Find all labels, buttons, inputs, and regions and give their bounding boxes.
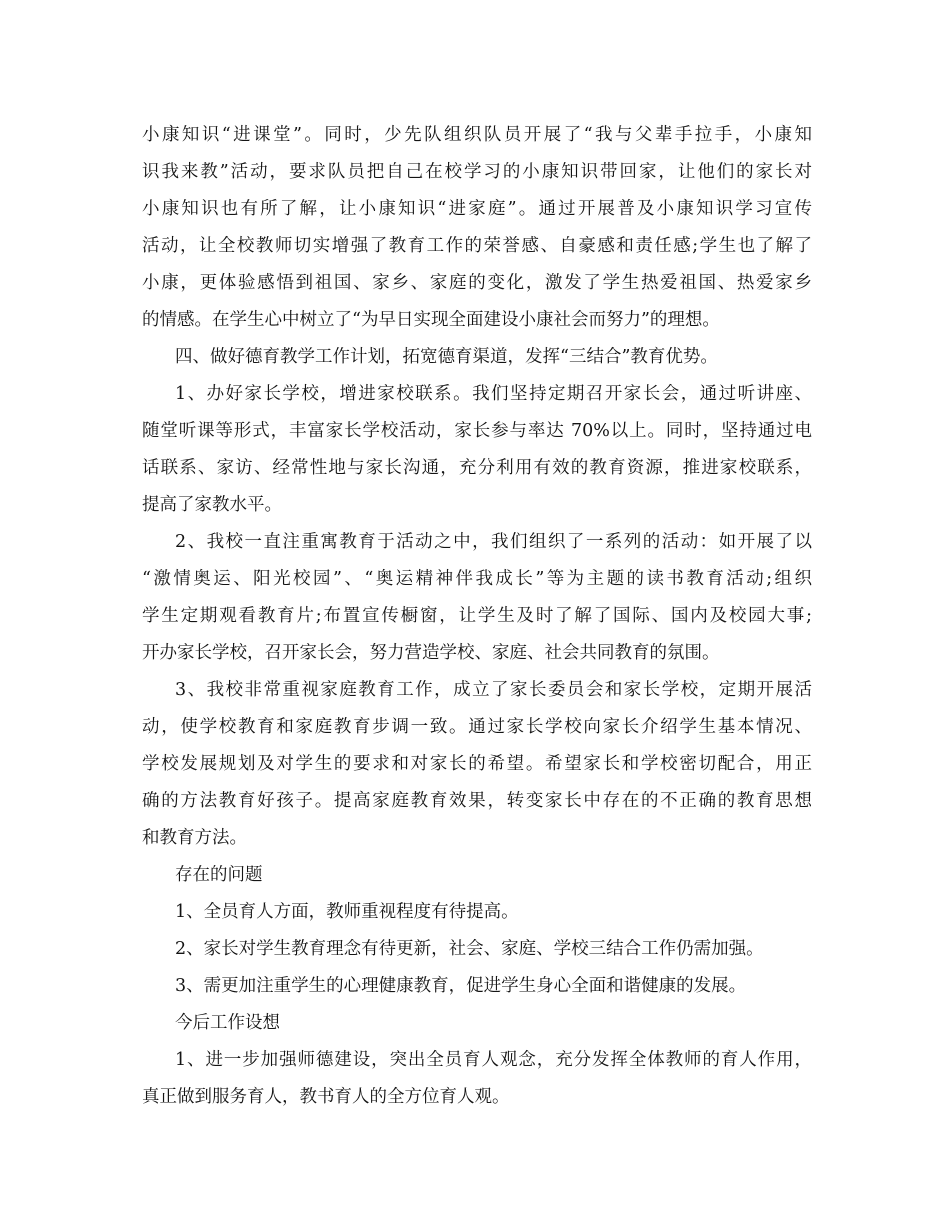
text-line: 学校发展规划及对学生的要求和对家长的希望。希望家长和学校密切配合，用正 xyxy=(142,754,812,774)
text-line: 3、我校非常重视家庭教育工作，成立了家长委员会和家长学校，定期开展活 xyxy=(175,680,812,700)
text-line: 动，使学校教育和家庭教育步调一致。通过家长学校向家长介绍学生基本情况、 xyxy=(142,717,812,737)
text-line: 3、需更加注重学生的心理健康教育，促进学生身心全面和谐健康的发展。 xyxy=(175,976,747,996)
text-line: 1、全员育人方面，教师重视程度有待提高。 xyxy=(175,902,519,922)
text-line: 2、我校一直注重寓教育于活动之中，我们组织了一系列的活动：如开展了以 xyxy=(175,532,812,552)
text-line: 识我来教”活动，要求队员把自己在校学习的小康知识带回家，让他们的家长对 xyxy=(142,162,812,182)
text-line: 活动，让全校教师切实增强了教育工作的荣誉感、自豪感和责任感;学生也了解了 xyxy=(142,236,812,256)
text-line: 小康知识也有所了解，让小康知识“进家庭”。通过开展普及小康知识学习宣传 xyxy=(142,199,812,219)
text-line: 今后工作设想 xyxy=(175,1013,280,1033)
text-line: 学生定期观看教育片;布置宣传橱窗，让学生及时了解了国际、国内及校园大事; xyxy=(142,606,812,626)
text-line: 四、做好德育教学工作计划，拓宽德育渠道，发挥“三结合”教育优势。 xyxy=(175,347,718,367)
text-line: 1、进一步加强师德建设，突出全员育人观念，充分发挥全体教师的育人作用， xyxy=(175,1050,812,1070)
text-line: 小康知识“进课堂”。同时，少先队组织队员开展了“我与父辈手拉手，小康知 xyxy=(142,125,812,145)
text-line: 小康，更体验感悟到祖国、家乡、家庭的变化，激发了学生热爱祖国、热爱家乡 xyxy=(142,273,812,293)
text-line: 随堂听课等形式，丰富家长学校活动，家长参与率达 70%以上。同时，坚持通过电 xyxy=(142,421,812,441)
document-body xyxy=(142,117,812,1116)
text-line: 和教育方法。 xyxy=(142,828,247,848)
text-line: 开办家长学校，召开家长会，努力营造学校、家庭、社会共同教育的氛围。 xyxy=(142,643,720,663)
text-line: “激情奥运、阳光校园”、“奥运精神伴我成长”等为主题的读书教育活动;组织 xyxy=(142,569,812,589)
text-line: 提高了家教水平。 xyxy=(142,495,282,515)
text-line: 存在的问题 xyxy=(175,865,263,885)
text-line: 的情感。在学生心中树立了“为早日实现全面建设小康社会而努力”的理想。 xyxy=(142,310,720,330)
text-line: 话联系、家访、经常性地与家长沟通，充分利用有效的教育资源，推进家校联系， xyxy=(142,458,812,478)
text-line: 1、办好家长学校，增进家校联系。我们坚持定期召开家长会，通过听讲座、 xyxy=(175,384,812,404)
text-line: 2、家长对学生教育理念有待更新，社会、家庭、学校三结合工作仍需加强。 xyxy=(175,939,764,959)
text-line: 真正做到服务育人，教书育人的全方位育人观。 xyxy=(142,1087,510,1107)
text-line: 确的方法教育好孩子。提高家庭教育效果，转变家长中存在的不正确的教育思想 xyxy=(142,791,812,811)
